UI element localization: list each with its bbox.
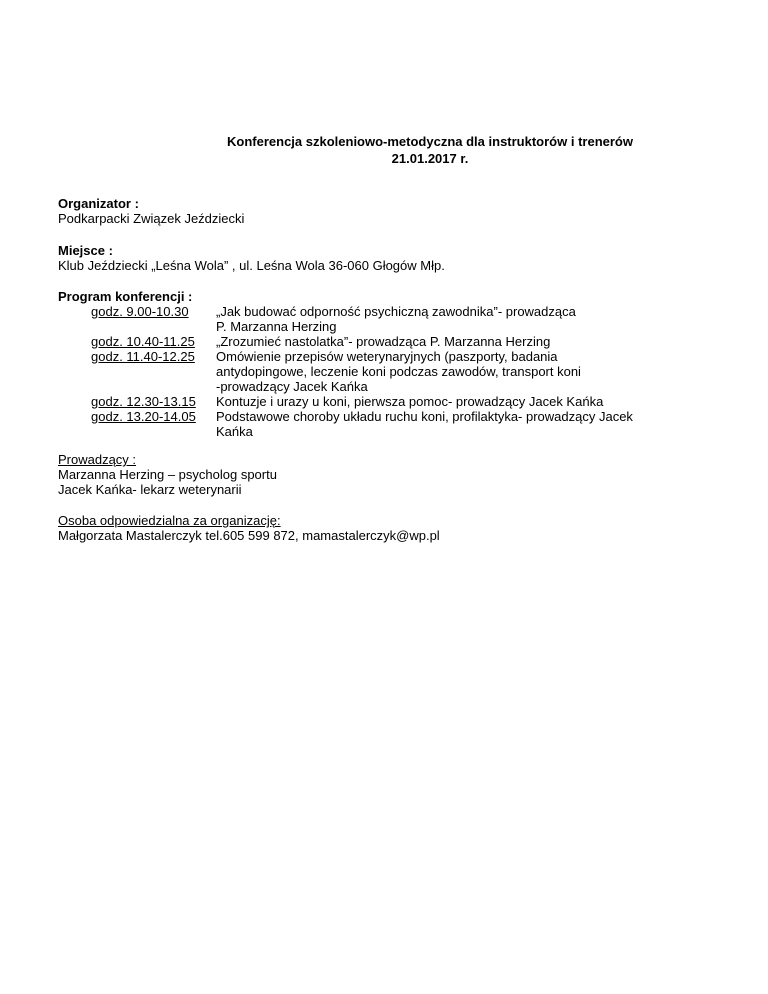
program-desc-line: „Jak budować odporność psychiczną zawodnika”- prowadząca bbox=[216, 304, 576, 319]
program-item bbox=[58, 304, 716, 334]
program-desc-line: P. Marzanna Herzing bbox=[216, 319, 337, 334]
program-desc-line: Kańka bbox=[216, 424, 253, 439]
contact-value: Małgorzata Mastalerczyk tel.605 599 872, mamastalerczyk@wp.pl bbox=[58, 528, 440, 543]
program-time: godz. 10.40-11.25 bbox=[91, 334, 195, 349]
contact-section bbox=[58, 513, 440, 543]
organizer-section bbox=[58, 196, 244, 226]
program-item bbox=[58, 394, 716, 409]
title-line-1: Konferencja szkoleniowo-metodyczna dla instruktorów i trenerów bbox=[227, 134, 633, 149]
organizer-value: Podkarpacki Związek Jeździecki bbox=[58, 211, 245, 226]
program-item bbox=[58, 334, 716, 349]
presenter-item: Jacek Kańka- lekarz weterynarii bbox=[58, 482, 242, 497]
program-desc-line: -prowadzący Jacek Kańka bbox=[216, 379, 368, 394]
program-time: godz. 11.40-12.25 bbox=[91, 349, 195, 364]
program-desc-line: antydopingowe, leczenie koni podczas zawodów, transport koni bbox=[216, 364, 581, 379]
program-desc-line: Kontuzje i urazy u koni, pierwsza pomoc- prowadzący Jacek Kańka bbox=[216, 394, 604, 409]
program-section bbox=[58, 289, 716, 439]
presenters-label: Prowadzący : bbox=[58, 452, 137, 467]
program-label: Program konferencji : bbox=[58, 289, 193, 304]
program-time: godz. 13.20-14.05 bbox=[91, 409, 196, 424]
program-time: godz. 9.00-10.30 bbox=[91, 304, 189, 319]
venue-value: Klub Jeździecki „Leśna Wola” , ul. Leśna Wola 36-060 Głogów Młp. bbox=[58, 258, 445, 273]
document-title bbox=[0, 133, 768, 167]
program-item bbox=[58, 409, 716, 439]
presenter-item: Marzanna Herzing – psycholog sportu bbox=[58, 467, 277, 482]
program-time: godz. 12.30-13.15 bbox=[91, 394, 196, 409]
organizer-label: Organizator : bbox=[58, 196, 139, 211]
program-desc-line: Omówienie przepisów weterynaryjnych (paszporty, badania bbox=[216, 349, 558, 364]
contact-label: Osoba odpowiedzialna za organizację: bbox=[58, 513, 281, 528]
program-item bbox=[58, 349, 716, 394]
program-desc-line: „Zrozumieć nastolatka”- prowadząca P. Marzanna Herzing bbox=[216, 334, 551, 349]
venue-label: Miejsce : bbox=[58, 243, 113, 258]
program-desc-line: Podstawowe choroby układu ruchu koni, profilaktyka- prowadzący Jacek bbox=[216, 409, 633, 424]
venue-section bbox=[58, 243, 445, 273]
presenters-section bbox=[58, 452, 277, 497]
title-date: 21.01.2017 r. bbox=[391, 151, 469, 166]
